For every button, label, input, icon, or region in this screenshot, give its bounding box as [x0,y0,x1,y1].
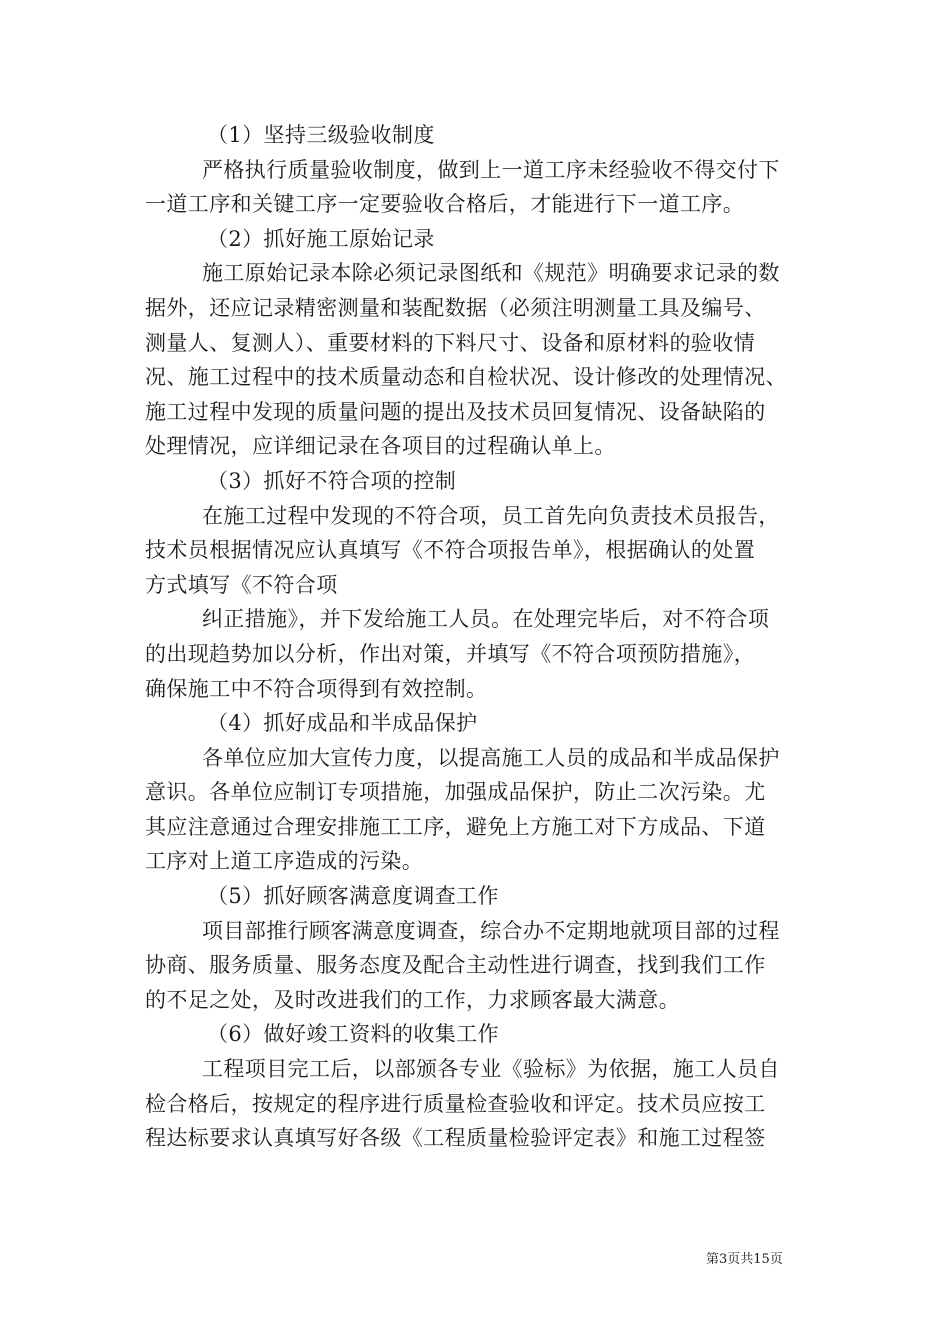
paragraph-line: 检合格后，按规定的程序进行质量检查验收和评定。技术员应按工 [145,1091,766,1116]
section-heading: （6）做好竣工资料的收集工作 [207,1022,499,1047]
paragraph-line: 据外，还应记录精密测量和装配数据（必须注明测量工具及编号、 [145,295,766,320]
paragraph-line: 纠正措施》，并下发给施工人员。在处理完毕后，对不符合项 [202,607,770,632]
paragraph-line: 施工原始记录本除必须记录图纸和《规范》明确要求记录的数 [202,261,780,286]
paragraph-line: 处理情况，应详细记录在各项目的过程确认单上。 [145,434,616,459]
paragraph-line: 工序对上道工序造成的污染。 [145,849,424,874]
section-heading: （3）抓好不符合项的控制 [207,468,457,493]
section-heading: （1）坚持三级验收制度 [207,123,435,147]
section-heading: （5）抓好顾客满意度调查工作 [207,884,499,909]
section-heading: （2）抓好施工原始记录 [207,226,435,251]
section-heading: （4）抓好成品和半成品保护 [207,711,478,736]
paragraph-line: 的不足之处，及时改进我们的工作，力求顾客最大满意。 [145,987,680,1012]
paragraph-line: 技术员根据情况应认真填写《不符合项报告单》，根据确认的处置 [145,538,756,563]
paragraph-line: 程达标要求认真填写好各级《工程质量检验评定表》和施工过程签 [145,1126,766,1151]
paragraph-line: 其应注意通过合理安排施工工序，避免上方施工对下方成品、下道 [145,814,766,839]
paragraph-line: 协商、服务质量、服务态度及配合主动性进行调查，找到我们工作 [145,953,766,978]
paragraph-line: 各单位应加大宣传力度，以提高施工人员的成品和半成品保护 [202,745,780,770]
paragraph-line: 项目部推行顾客满意度调查，综合办不定期地就项目部的过程 [202,918,780,943]
paragraph-line: 一道工序和关键工序一定要验收合格后，才能进行下一道工序。 [145,192,745,217]
paragraph-line: 工程项目完工后，以部颁各专业《验标》为依据，施工人员自 [202,1057,780,1082]
paragraph-line: 严格执行质量验收制度，做到上一道工序未经验收不得交付下 [202,157,780,182]
paragraph-line: 确保施工中不符合项得到有效控制。 [145,676,488,701]
paragraph-line: 在施工过程中发现的不符合项，员工首先向负责技术员报告， [202,503,780,528]
paragraph-line: 测量人、复测人）、重要材料的下料尺寸、设备和原材料的验收情 [145,330,756,355]
paragraph-line: 的出现趋势加以分析，作出对策，并填写《不符合项预防措施》， [145,641,756,666]
paragraph-line: 施工过程中发现的质量问题的提出及技术员回复情况、设备缺陷的 [145,399,766,424]
body-text [145,118,825,1156]
paragraph-line: 意识。各单位应制订专项措施，加强成品保护，防止二次污染。尤 [145,780,766,805]
paragraph-line: 况、施工过程中的技术质量动态和自检状况、设计修改的处理情况、 [145,365,787,390]
paragraph-line: 方式填写《不符合项 [145,572,338,597]
page-number: 第3页共15页 [706,1252,783,1267]
